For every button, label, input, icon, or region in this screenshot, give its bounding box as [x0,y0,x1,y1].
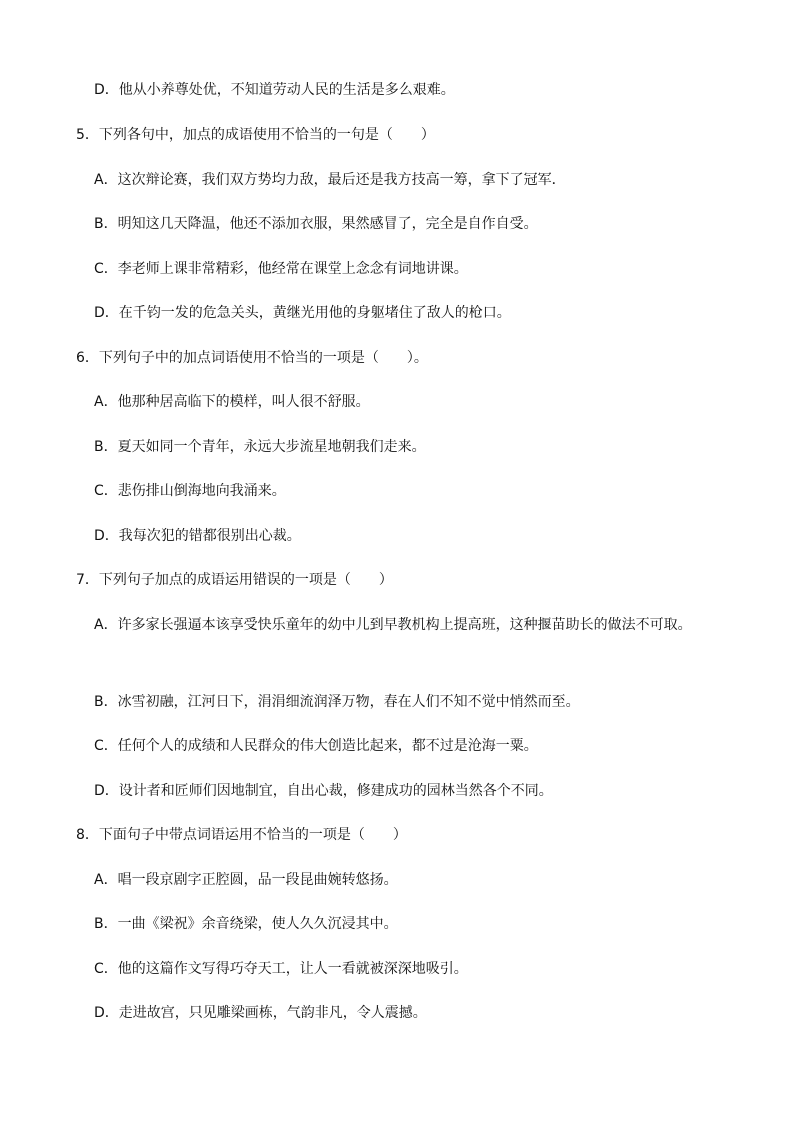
q7-option-b: B．冰雪初融，江河日下，涓涓细流润泽万物，春在人们不知不觉中悄然而至。 [94,694,580,710]
q8-option-d: D．走进故宫，只见雕梁画栋，气韵非凡，令人震撼。 [94,1005,427,1021]
q5-option-b: B．明知这几天降温，他还不添加衣服，果然感冒了，完全是自作自受。 [94,216,538,232]
q6-option-a: A．他那种居高临下的模样，叫人很不舒服。 [94,394,370,410]
q7-option-c: C．任何个人的成绩和人民群众的伟大创造比起来，都不过是沧海一粟。 [94,738,538,754]
q4-option-d: D．他从小养尊处优，不知道劳动人民的生活是多么艰难。 [94,82,455,98]
question-7-stem: 7．下列句子加点的成语运用错误的一项是（ ） [76,572,393,588]
q5-option-c: C．李老师上课非常精彩，他经常在课堂上念念有词地讲课。 [94,261,468,277]
q8-option-a: A．唱一段京剧字正腔圆，品一段昆曲婉转悠扬。 [94,872,398,888]
question-8-stem: 8．下面句子中带点词语运用不恰当的一项是（ ） [76,827,407,843]
q6-option-d: D．我每次犯的错都很别出心裁。 [94,528,301,544]
q8-option-c: C．他的这篇作文写得巧夺天工，让人一看就被深深地吸引。 [94,961,468,977]
q5-option-a: A．这次辩论赛，我们双方势均力敌，最后还是我方技高一筹，拿下了冠军． [94,172,566,188]
q8-option-b: B．一曲《梁祝》余音绕梁，使人久久沉浸其中。 [94,916,398,932]
question-6-stem: 6．下列句子中的加点词语使用不恰当的一项是（ ）。 [76,350,428,366]
question-5-stem: 5．下列各句中，加点的成语使用不恰当的一句是（ ） [76,127,435,143]
q7-option-a: A．许多家长强逼本该享受快乐童年的幼中儿到早教机构上提高班，这种揠苗助长的做法不可取。 [94,617,692,633]
q7-option-d: D．设计者和匠师们因地制宜，自出心裁，修建成功的园林当然各个不同。 [94,783,553,799]
q5-option-d: D．在千钧一发的危急关头，黄继光用他的身躯堵住了敌人的枪口。 [94,305,511,321]
q6-option-c: C．悲伤排山倒海地向我涌来。 [94,483,286,499]
q6-option-b: B．夏天如同一个青年，永远大步流星地朝我们走来。 [94,439,426,455]
